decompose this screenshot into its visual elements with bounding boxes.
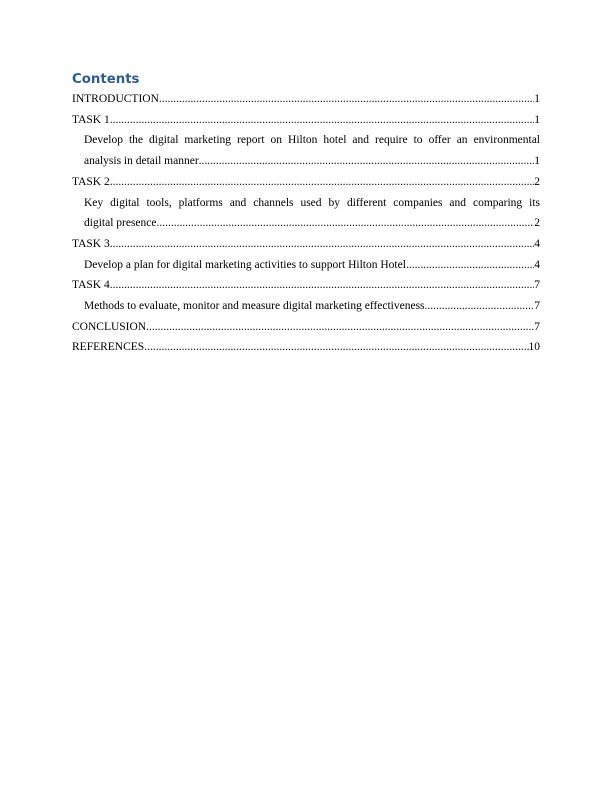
toc-entry-title: TASK 3 [72, 237, 110, 250]
toc-page-number: 1 [534, 155, 540, 168]
toc-dot-leader [110, 172, 535, 193]
toc-entry-task-3[interactable] [72, 234, 540, 255]
toc-entry-title: digital presence [84, 217, 157, 230]
toc-page-number: 7 [534, 279, 540, 292]
toc-entry-title-line1: Develop the digital marketing report on Hilton hotel and require to offer an environmental [84, 134, 540, 147]
toc-entry-title: TASK 1 [72, 113, 110, 126]
toc-page-number: 2 [534, 217, 540, 230]
toc-entry-title: TASK 4 [72, 279, 110, 292]
toc-entry-task-4-sub[interactable] [72, 296, 540, 317]
toc-entry-title: analysis in detail manner [84, 155, 199, 168]
toc-dot-leader [110, 110, 535, 131]
toc-entry-conclusion[interactable] [72, 317, 540, 338]
document-page [72, 70, 540, 358]
table-of-contents [72, 89, 540, 358]
toc-dot-leader [156, 213, 534, 234]
toc-page-number: 4 [534, 258, 540, 271]
toc-entry-title: INTRODUCTION [72, 93, 159, 105]
toc-page-number: 1 [534, 113, 540, 126]
toc-page-number: 2 [534, 175, 540, 188]
toc-dot-leader [199, 151, 535, 172]
toc-entry-introduction[interactable] [72, 89, 540, 110]
toc-entry-title-line1: Key digital tools, platforms and channels used by different companies and comparing its [84, 196, 540, 209]
toc-dot-leader [406, 255, 534, 276]
toc-entry-task-3-sub[interactable] [72, 255, 540, 276]
toc-dot-leader [110, 275, 535, 296]
toc-dot-leader [110, 234, 535, 255]
toc-entry-title: Methods to evaluate, monitor and measure digital marketing effectiveness [84, 300, 425, 313]
toc-dot-leader [146, 317, 534, 338]
toc-page-number: 4 [534, 237, 540, 250]
toc-entry-references[interactable] [72, 337, 540, 358]
toc-entry-title: REFERENCES [72, 341, 145, 354]
toc-entry-task-2-sub[interactable] [72, 193, 540, 234]
toc-entry-task-2[interactable] [72, 172, 540, 193]
toc-entry-title: TASK 2 [72, 175, 110, 188]
toc-entry-title: CONCLUSION [72, 320, 147, 333]
toc-dot-leader [425, 296, 535, 317]
toc-dot-leader [144, 337, 528, 358]
toc-heading: Contents [72, 72, 140, 87]
toc-page-number: 7 [534, 300, 540, 313]
toc-page-number: 1 [534, 93, 540, 105]
toc-entry-task-1-sub[interactable] [72, 130, 540, 171]
toc-entry-title: Develop a plan for digital marketing activities to support Hilton Hotel [84, 258, 406, 271]
toc-page-number: 7 [534, 320, 540, 333]
toc-dot-leader [159, 89, 534, 110]
toc-entry-task-1[interactable] [72, 110, 540, 131]
toc-entry-task-4[interactable] [72, 275, 540, 296]
toc-page-number: 10 [528, 341, 540, 354]
